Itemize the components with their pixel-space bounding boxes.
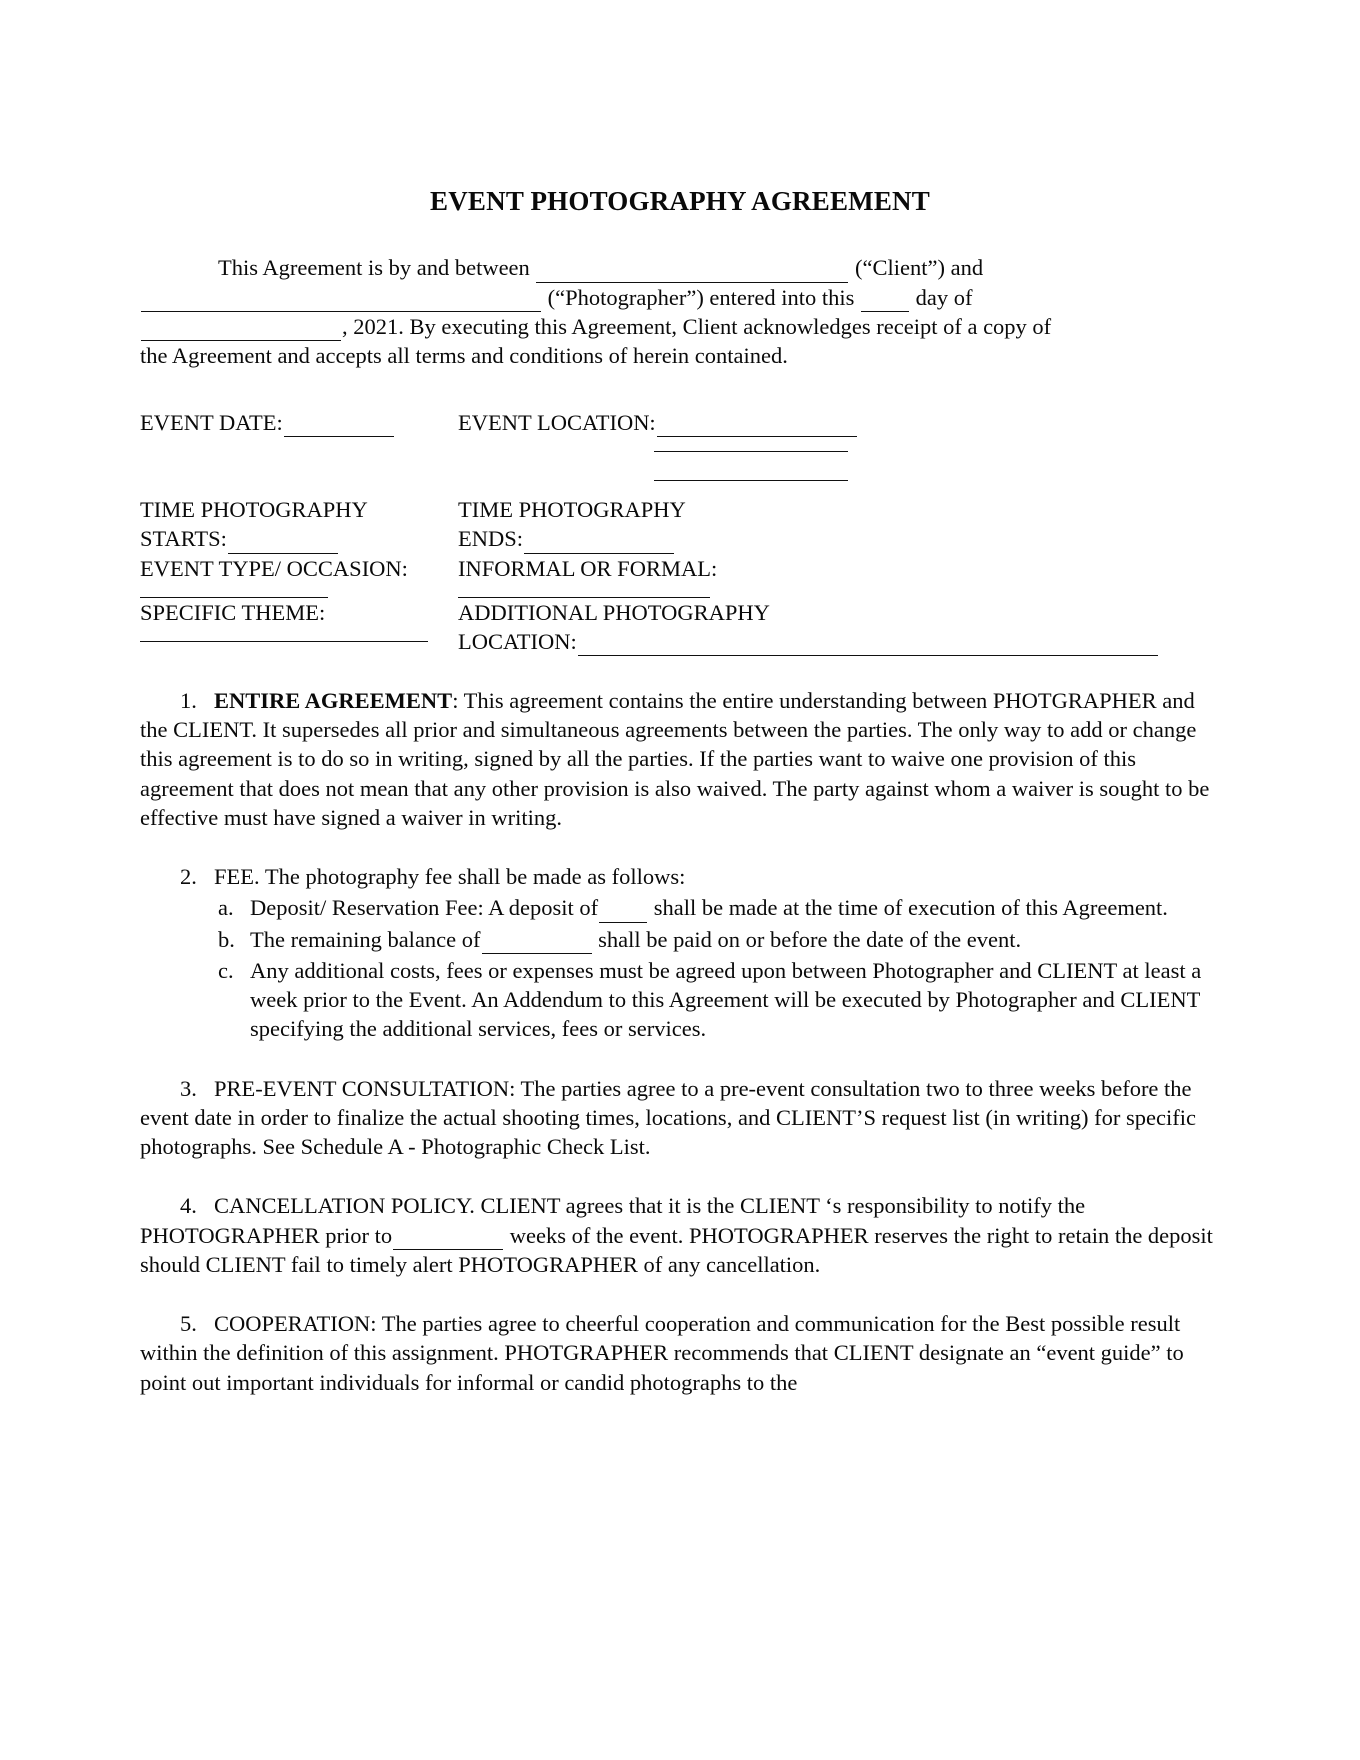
clause-2: [140, 862, 1220, 1044]
event-date-input[interactable]: [284, 415, 394, 437]
clause-2-item-a-text-before: Deposit/ Reservation Fee: A deposit of: [250, 895, 599, 921]
form-row-time-values: [140, 524, 1220, 553]
clause-5: [140, 1309, 1220, 1397]
clause-4: [140, 1191, 1220, 1279]
event-location-field: [458, 408, 1220, 437]
intro-text-part5: , 2021. By executing this Agreement, Client acknowledges receipt of a copy of: [342, 313, 1052, 339]
event-type-field: [140, 554, 458, 583]
photographer-name-blank[interactable]: [141, 290, 541, 312]
empty-left-cell-2: [140, 466, 458, 495]
empty-left-cell-1: [140, 437, 458, 466]
time-ends-label-wrap: [458, 495, 1220, 524]
clause-2-sublist: [140, 893, 1220, 1043]
cancellation-weeks-blank[interactable]: [393, 1228, 503, 1250]
clause-4-heading: CANCELLATION POLICY.: [214, 1193, 475, 1219]
clause-2-number: 2.: [180, 864, 197, 890]
clause-2-heading: FEE. The photography fee shall be made as follows:: [214, 864, 686, 890]
intro-text-part4: day of: [915, 284, 973, 310]
clause-3-heading: PRE-EVENT CONSULTATION:: [214, 1075, 516, 1101]
time-photography-starts-label-line2: STARTS:: [140, 526, 227, 552]
additional-location-label-line1: ADDITIONAL PHOTOGRAPHY: [458, 599, 770, 625]
form-row-location-cont-2: [140, 466, 1220, 495]
specific-theme-input[interactable]: [140, 627, 428, 642]
event-type-input-wrap: [140, 583, 458, 598]
clause-2-item-c-text: Any additional costs, fees or expenses must be agreed upon between Photographer and CLIENT at least a week prior to the Event. An Addendum to this Agreement will be executed by Photographer and CLIENT specifying the additional services, fees or services.: [250, 957, 1202, 1042]
clause-1-heading: ENTIRE AGREEMENT: [214, 687, 453, 713]
event-type-input[interactable]: [140, 583, 328, 598]
clause-3-number: 3.: [180, 1075, 197, 1101]
event-details-form: [140, 408, 1220, 656]
clause-2-item-a: [140, 893, 1220, 922]
time-photography-ends-label-line1: TIME PHOTOGRAPHY: [458, 497, 686, 523]
intro-paragraph: [140, 253, 1220, 370]
additional-location-input[interactable]: [578, 634, 1158, 656]
time-photography-starts-label-line1: TIME PHOTOGRAPHY: [140, 497, 368, 523]
clause-1-body: : This agreement contains the entire understanding between PHOTGRAPHER and the CLIENT. It supersedes all prior and simultaneous agreements between the parties. The only way to add or change this agreement is to do so in writing, signed by all the parties. If the parties want to waive one provision of this agreement that does not mean that any other provision is also waived. The party against whom a waiver is sought to be effective must have signed a waiver in writing.: [140, 687, 1210, 830]
clause-2-item-c-letter: c.: [218, 957, 234, 983]
form-row-location-cont-1: [140, 437, 1220, 466]
intro-text-part2: (“Client”) and: [855, 255, 984, 281]
clause-1: [140, 686, 1220, 832]
event-location-extra-line-1: [458, 437, 1220, 452]
informal-or-formal-label: INFORMAL OR FORMAL:: [458, 555, 718, 581]
specific-theme-input-wrap: [140, 627, 458, 642]
clause-2-item-c: [140, 956, 1220, 1044]
clause-5-number: 5.: [180, 1311, 197, 1337]
clause-2-item-b: [140, 925, 1220, 954]
form-row-date-location: [140, 408, 1220, 437]
remaining-balance-blank[interactable]: [482, 932, 592, 954]
clause-3: [140, 1074, 1220, 1162]
clause-2-item-b-letter: b.: [218, 926, 235, 952]
form-row-theme-addl: [140, 598, 1220, 627]
form-row-theme-addl-blanks: [140, 627, 1220, 656]
intro-text-part6: the Agreement and accepts all terms and conditions of herein contained.: [140, 342, 788, 368]
event-location-extra-line-2: [458, 466, 1220, 481]
time-starts-field: [140, 524, 458, 553]
clause-2-header-line: [140, 862, 1220, 891]
form-row-time-label: [140, 495, 1220, 524]
clause-2-item-b-text-after: shall be paid on or before the date of the event.: [598, 926, 1022, 952]
informal-formal-field: [458, 554, 1220, 583]
clauses-section: [140, 686, 1220, 1397]
time-ends-field: [458, 524, 1220, 553]
clause-5-heading: COOPERATION:: [214, 1311, 377, 1337]
event-location-input-line2[interactable]: [654, 437, 848, 452]
event-date-field: [140, 408, 458, 437]
intro-text-part3: (“Photographer”) entered into this: [547, 284, 855, 310]
month-blank[interactable]: [141, 319, 341, 341]
deposit-amount-blank[interactable]: [599, 901, 647, 923]
clause-2-item-a-letter: a.: [218, 895, 234, 921]
clause-2-item-b-text-before: The remaining balance of: [250, 926, 481, 952]
additional-location-label-line2: LOCATION:: [458, 628, 577, 654]
time-ends-input[interactable]: [524, 532, 674, 554]
event-type-label: EVENT TYPE/ OCCASION:: [140, 555, 408, 581]
clause-4-body-before: CLIENT agrees that it is the CLIENT ‘s responsibility to notify the PHOTOGRAPHER prior to: [140, 1193, 1086, 1248]
time-starts-label-wrap: [140, 495, 458, 524]
informal-formal-input-wrap: [458, 583, 1220, 598]
clause-2-item-a-text-after: shall be made at the time of execution of this Agreement.: [653, 895, 1168, 921]
additional-location-field: [458, 598, 1220, 627]
intro-text-part1: This Agreement is by and between: [218, 255, 530, 281]
specific-theme-label: SPECIFIC THEME:: [140, 599, 326, 625]
client-name-blank[interactable]: [536, 261, 848, 283]
clause-4-number: 4.: [180, 1193, 197, 1219]
additional-location-line2-wrap: [458, 627, 1220, 656]
time-photography-ends-label-line2: ENDS:: [458, 526, 524, 552]
clause-1-number: 1.: [180, 687, 197, 713]
event-location-input[interactable]: [657, 415, 857, 437]
time-starts-input[interactable]: [228, 532, 338, 554]
form-row-type-formal: [140, 554, 1220, 583]
event-location-input-line3[interactable]: [654, 466, 848, 481]
informal-or-formal-input[interactable]: [458, 583, 710, 598]
event-location-label: EVENT LOCATION:: [458, 409, 656, 435]
clause-5-body: The parties agree to cheerful cooperation and communication for the Best possible result within the definition of this assignment. PHOTGRAPHER recommends that CLIENT designate an “event guide” to point out important individuals for informal or candid photographs to the: [140, 1311, 1184, 1395]
form-row-type-formal-blanks: [140, 583, 1220, 598]
clause-4-body-after: weeks of the event. PHOTOGRAPHER reserves the right to retain the deposit should CLIENT fail to timely alert PHOTOGRAPHER of any cancellation.: [140, 1222, 1213, 1277]
day-blank[interactable]: [861, 290, 909, 312]
specific-theme-field: [140, 598, 458, 627]
page-title: EVENT PHOTOGRAPHY AGREEMENT: [430, 186, 930, 216]
clause-3-body: The parties agree to a pre-event consultation two to three weeks before the event date in order to finalize the actual shooting times, locations, and CLIENT’S request list (in writing) for specific photographs. See Schedule A - Photographic Check List.: [140, 1075, 1196, 1160]
event-date-label: EVENT DATE:: [140, 409, 283, 435]
